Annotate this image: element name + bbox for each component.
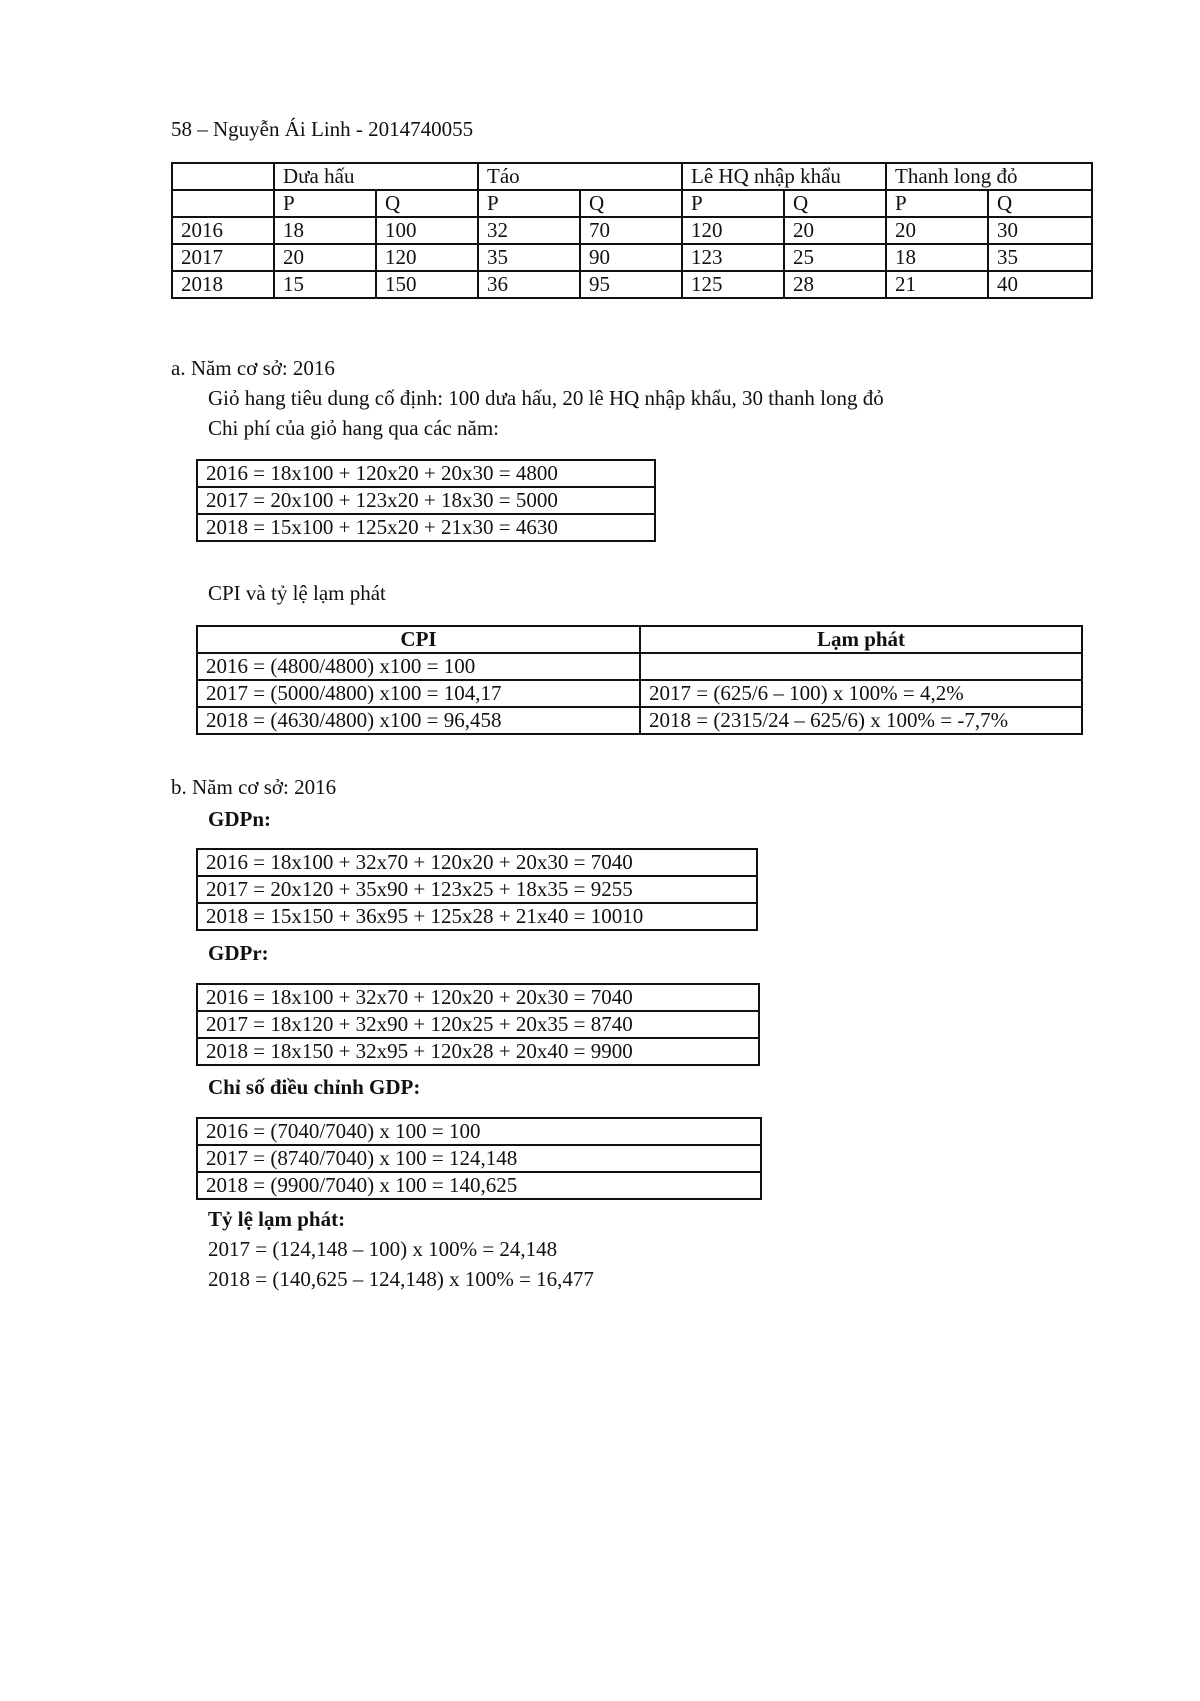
table-row [197,1038,759,1065]
value-cell: 150 [376,271,478,298]
gdpr-cell: 2018 = 18x150 + 32x95 + 120x28 + 20x40 = 9900 [197,1038,759,1065]
cost-cell: 2016 = 18x100 + 120x20 + 20x30 = 4800 [197,460,655,487]
cpi-section-label: CPI và tỷ lệ lạm phát [208,581,386,605]
table-row [172,217,1092,244]
table-row [172,244,1092,271]
subheader-cell: P [682,190,784,217]
year-cell: 2017 [172,244,274,271]
table-row [197,487,655,514]
value-cell: 18 [274,217,376,244]
part-b-heading: b. Năm cơ sở: 2016 [171,775,337,799]
gdpr-cell: 2016 = 18x100 + 32x70 + 120x20 + 20x30 = 7040 [197,984,759,1011]
inflation-cell: 2017 = (625/6 – 100) x 100% = 4,2% [640,680,1082,707]
value-cell: 90 [580,244,682,271]
subheader-cell: Q [376,190,478,217]
value-cell: 21 [886,271,988,298]
document-header: 58 – Nguyễn Ái Linh - 2014740055 [171,117,474,141]
value-cell: 25 [784,244,886,271]
gdpn-label: GDPn: [208,807,271,831]
value-cell: 35 [988,244,1092,271]
value-cell: 120 [376,244,478,271]
cpi-cell: 2016 = (4800/4800) x100 = 100 [197,653,640,680]
table-row [197,707,1082,734]
table-row [197,1011,759,1038]
inflation-rate-line: 2017 = (124,148 – 100) x 100% = 24,148 [208,1237,558,1261]
table-row [197,460,655,487]
gdpr-cell: 2017 = 18x120 + 32x90 + 120x25 + 20x35 = 8740 [197,1011,759,1038]
inflation-rate-label: Tỷ lệ lạm phát: [208,1207,346,1231]
year-cell: 2016 [172,217,274,244]
table-row [172,271,1092,298]
table-corner-cell [172,163,274,190]
value-cell: 40 [988,271,1092,298]
deflator-cell: 2018 = (9900/7040) x 100 = 140,625 [197,1172,761,1199]
value-cell: 95 [580,271,682,298]
table-row [197,849,757,876]
value-cell: 100 [376,217,478,244]
table-row [197,1172,761,1199]
value-cell: 28 [784,271,886,298]
product-header: Lê HQ nhập khẩu [682,163,886,190]
table-subheader-row [172,190,1092,217]
inflation-cell [640,653,1082,680]
gdpn-cell: 2017 = 20x120 + 35x90 + 123x25 + 18x35 = 9255 [197,876,757,903]
deflator-cell: 2016 = (7040/7040) x 100 = 100 [197,1118,761,1145]
year-cell: 2018 [172,271,274,298]
value-cell: 70 [580,217,682,244]
gdpn-cell: 2016 = 18x100 + 32x70 + 120x20 + 20x30 = 7040 [197,849,757,876]
cpi-cell: 2017 = (5000/4800) x100 = 104,17 [197,680,640,707]
inflation-rate-line: 2018 = (140,625 – 124,148) x 100% = 16,477 [208,1267,594,1291]
value-cell: 120 [682,217,784,244]
table-row [197,1145,761,1172]
basket-cost-table [196,459,656,542]
value-cell: 30 [988,217,1092,244]
cpi-cell: 2018 = (4630/4800) x100 = 96,458 [197,707,640,734]
table-header-row [197,626,1082,653]
product-header: Thanh long đỏ [886,163,1092,190]
cost-cell: 2018 = 15x100 + 125x20 + 21x30 = 4630 [197,514,655,541]
subheader-cell: Q [580,190,682,217]
value-cell: 36 [478,271,580,298]
part-a-heading: a. Năm cơ sở: 2016 [171,356,335,380]
subheader-cell: P [886,190,988,217]
basket-cost-intro: Chi phí của giỏ hang qua các năm: [208,416,499,440]
value-cell: 125 [682,271,784,298]
table-row [197,680,1082,707]
subheader-cell: Q [988,190,1092,217]
product-header: Táo [478,163,682,190]
value-cell: 35 [478,244,580,271]
gdpr-table [196,983,760,1066]
cpi-inflation-table [196,625,1083,735]
table-row [197,903,757,930]
price-quantity-table [171,162,1093,299]
inflation-cell: 2018 = (2315/24 – 625/6) x 100% = -7,7% [640,707,1082,734]
value-cell: 32 [478,217,580,244]
value-cell: 123 [682,244,784,271]
table-row [197,984,759,1011]
value-cell: 15 [274,271,376,298]
table-row [197,514,655,541]
table-row [197,653,1082,680]
cost-cell: 2017 = 20x100 + 123x20 + 18x30 = 5000 [197,487,655,514]
value-cell: 20 [886,217,988,244]
table-row [197,1118,761,1145]
basket-description: Giỏ hang tiêu dung cố định: 100 dưa hấu, 20 lê HQ nhập khẩu, 30 thanh long đỏ [208,386,884,410]
subheader-cell: P [478,190,580,217]
table-corner-cell [172,190,274,217]
gdpn-cell: 2018 = 15x150 + 36x95 + 125x28 + 21x40 = 10010 [197,903,757,930]
subheader-cell: P [274,190,376,217]
product-header: Dưa hấu [274,163,478,190]
value-cell: 20 [274,244,376,271]
deflator-cell: 2017 = (8740/7040) x 100 = 124,148 [197,1145,761,1172]
table-header-row [172,163,1092,190]
inflation-column-header: Lạm phát [640,626,1082,653]
gdp-deflator-label: Chỉ số điều chỉnh GDP: [208,1075,421,1099]
gdpn-table [196,848,758,931]
value-cell: 18 [886,244,988,271]
gdpr-label: GDPr: [208,941,269,965]
gdp-deflator-table [196,1117,762,1200]
cpi-column-header: CPI [197,626,640,653]
subheader-cell: Q [784,190,886,217]
value-cell: 20 [784,217,886,244]
table-row [197,876,757,903]
